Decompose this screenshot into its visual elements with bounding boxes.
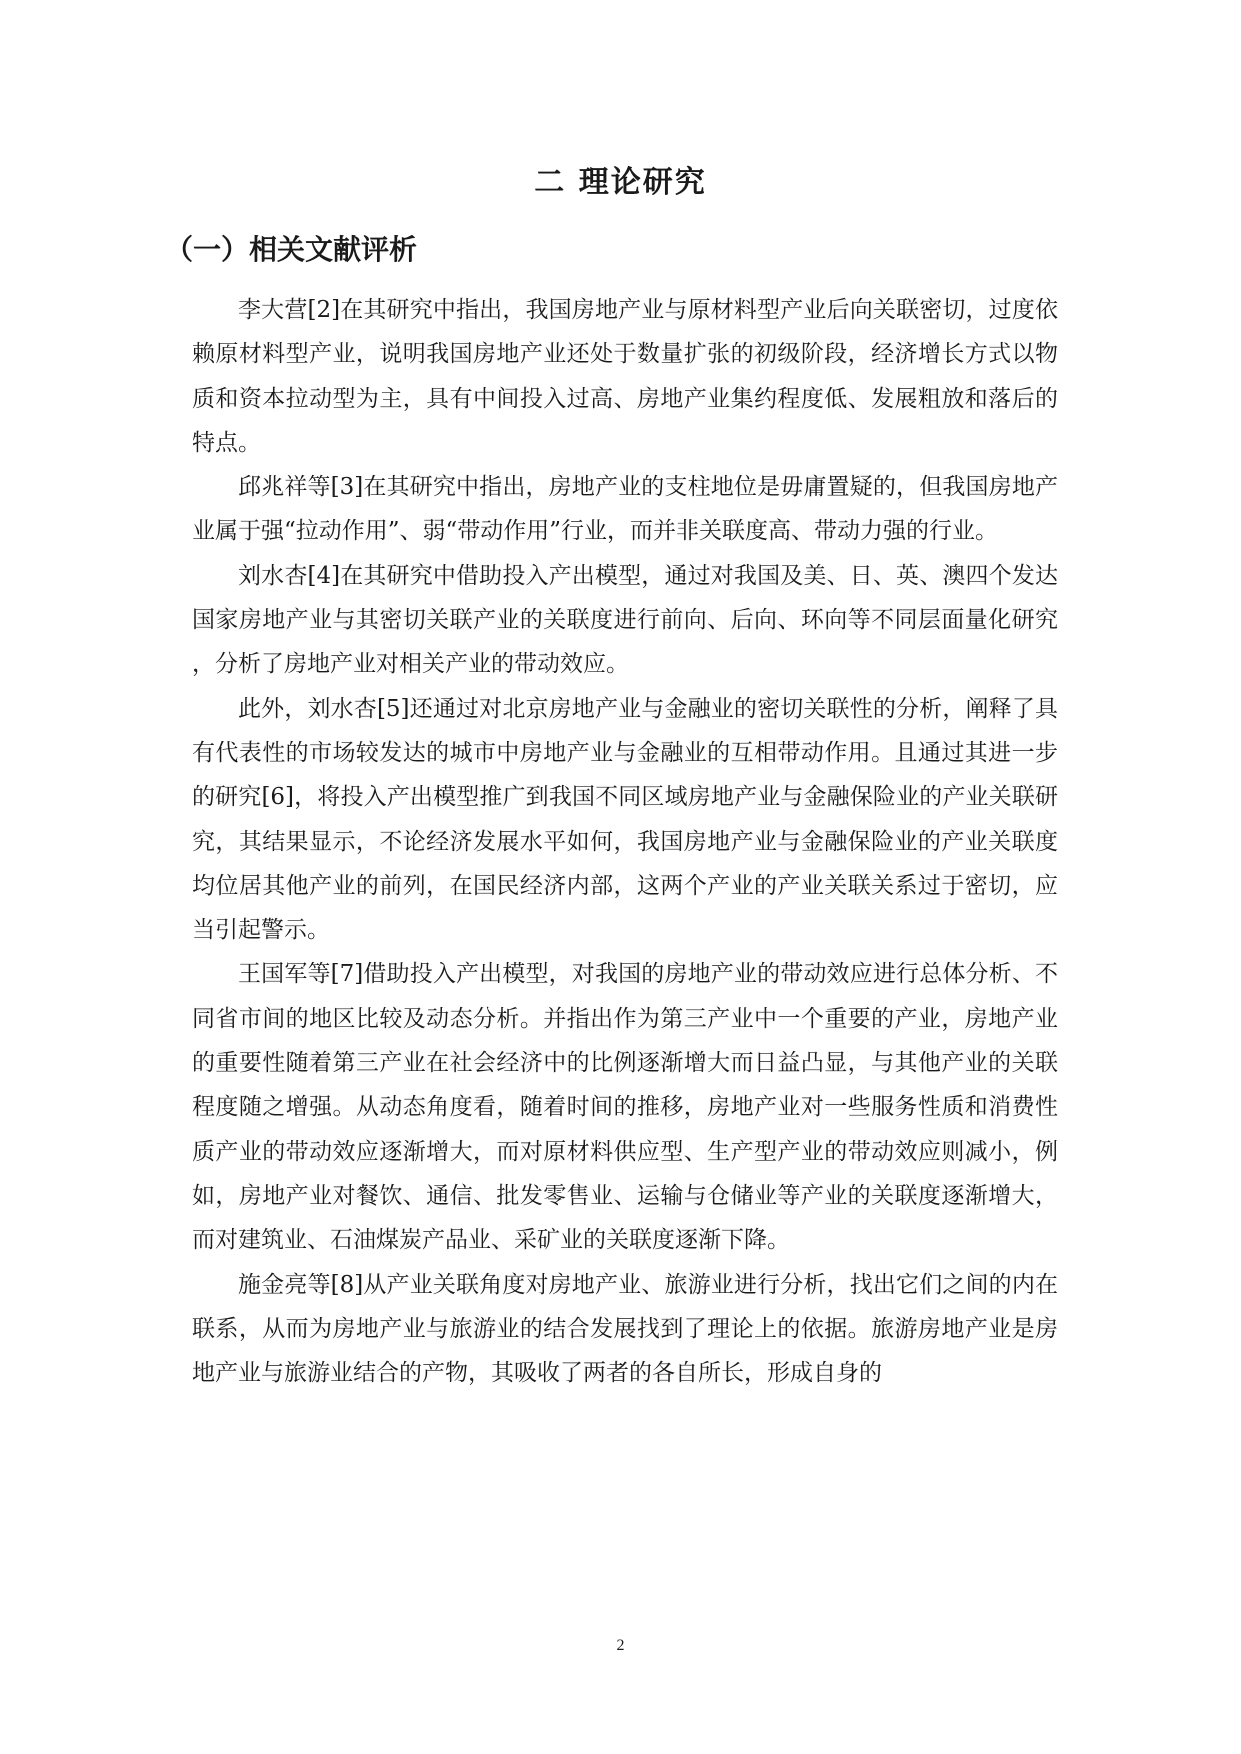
paragraph-li-dayin: 李大营[2]在其研究中指出，我国房地产业与原材料型产业后向关联密切，过度依赖原材料型产业，说明我国房地产业还处于数量扩张的初级阶段，经济增长方式以物质和资本拉动型为主，具有中间投入过高、房地产业集约程度低、发展粗放和落后的特点。 xyxy=(192,297,1058,456)
section-title: （一）相关文献评析 xyxy=(165,233,418,266)
body-text xyxy=(192,288,1058,1395)
paragraph-wang-guojun: 王国军等[7]借助投入产出模型，对我国的房地产业的带动效应进行总体分析、不同省市间的地区比较及动态分析。并指出作为第三产业中一个重要的产业，房地产业的重要性随着第三产业在社会经济中的比例逐渐增大而日益凸显，与其他产业的关联程度随之增强。从动态角度看，随着时间的推移，房地产业对一些服务性质和消费性质产业的带动效应逐渐增大，而对原材料供应型、生产型产业的带动效应则减小，例如，房地产业对餐饮、通信、批发零售业、运输与仓储业等产业的关联度逐渐增大，而对建筑业、石油煤炭产品业、采矿业的关联度逐渐下降。 xyxy=(192,961,1058,1254)
paragraph-liu-shuixing-2: 此外，刘水杏[5]还通过对北京房地产业与金融业的密切关联性的分析，阐释了具有代表性的市场较发达的城市中房地产业与金融业的互相带动作用。且通过其进一步的研究[6]，将投入产出模型推广到我国不同区域房地产业与金融保险业的产业关联研究，其结果显示，不论经济发展水平如何，我国房地产业与金融保险业的产业关联度均位居其他产业的前列，在国民经济内部，这两个产业的产业关联关系过于密切，应当引起警示。 xyxy=(192,695,1058,944)
paragraph-liu-shuixing-1: 刘水杏[4]在其研究中借助投入产出模型，通过对我国及美、日、英、澳四个发达国家房地产业与其密切关联产业的关联度进行前向、后向、环向等不同层面量化研究，分析了房地产业对相关产业的带动效应。 xyxy=(192,562,1058,678)
paragraph-qiu-zhaoxiang: 邱兆祥等[3]在其研究中指出，房地产业的支柱地位是毋庸置疑的，但我国房地产业属于强“拉动作用”、弱“带动作用”行业，而并非关联度高、带动力强的行业。 xyxy=(192,474,1058,545)
page-number: 2 xyxy=(616,1637,625,1654)
chapter-title: 二 理论研究 xyxy=(534,165,707,200)
paragraph-shi-jinliang: 施金亮等[8]从产业关联角度对房地产业、旅游业进行分析，找出它们之间的内在联系，从而为房地产业与旅游业的结合发展找到了理论上的依据。旅游房地产业是房地产业与旅游业结合的产物，其吸收了两者的各自所长，形成自身的 xyxy=(192,1271,1058,1387)
